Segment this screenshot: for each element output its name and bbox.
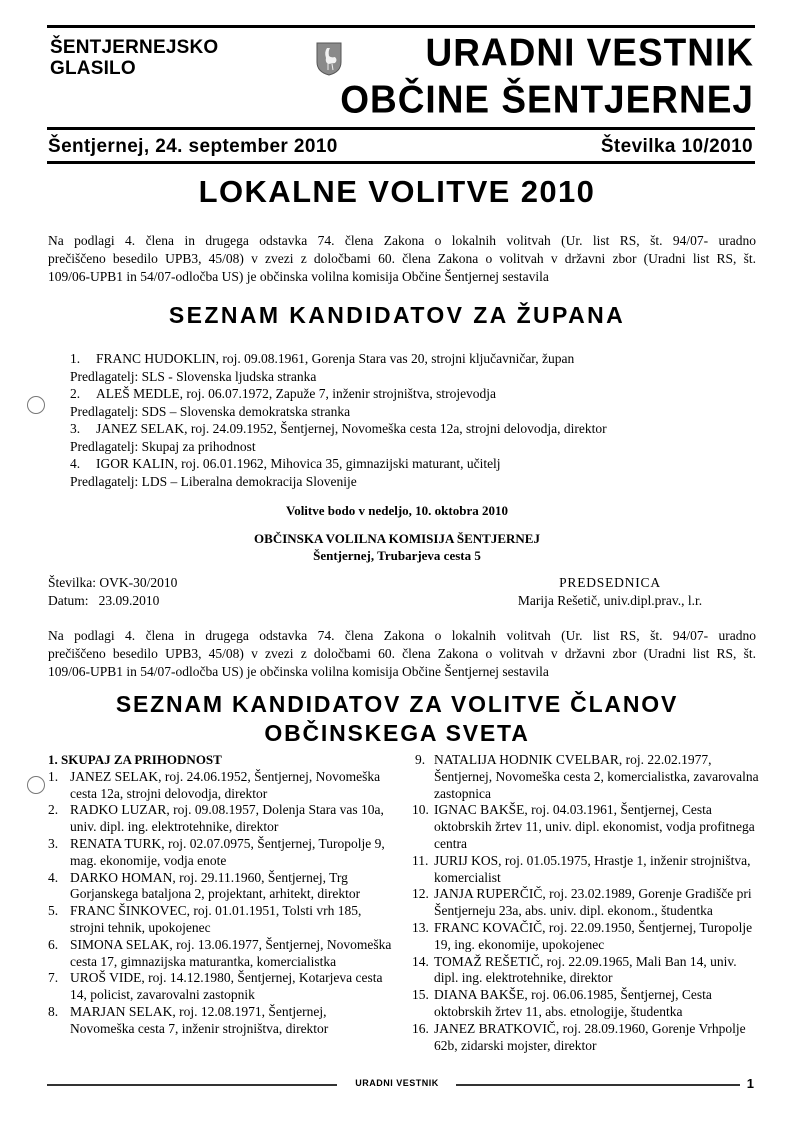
intro-paragraph — [48, 232, 756, 286]
candidate-details: FRANC HUDOKLIN, roj. 09.08.1961, Gorenja Stara vas 20, strojni ključavničar, župan — [96, 351, 575, 366]
candidate-details: DARKO HOMAN, roj. 29.11.1960, Šentjernej, Trg Gorjanskega bataljona 2, projektant, arhitekt, direktor — [70, 869, 361, 902]
intro-line-2: prečiščeno besedilo UPB3, 45/08) v zvezi z določbami 60. člena Zakona o volitvah v državni zbor (Uradni list RS, št. — [48, 251, 756, 266]
main-title: LOKALNE VOLITVE 2010 — [198, 174, 596, 209]
candidate-details: IGOR KALIN, roj. 06.01.1962, Mihovica 35, gimnazijski maturant, učitelj — [96, 456, 501, 471]
document-number: Številka: OVK-30/2010 — [48, 575, 178, 590]
document-reference — [48, 574, 177, 610]
council-list-right-column — [412, 752, 762, 1054]
mayor-candidate-list — [70, 350, 710, 490]
candidate-proposer: Predlagatelj: SLS - Slovenska ljudska stranka — [70, 368, 317, 384]
council-candidate — [48, 836, 393, 870]
council-candidate — [412, 920, 762, 954]
intro-line-3: 109/06-UPB1 in 54/07-odločba US) je občinska volilna komisija Občine Šentjernej sestavila — [48, 664, 549, 679]
candidate-details: UROŠ VIDE, roj. 14.12.1980, Šentjernej, Kotarjeva cesta 14, policist, zavarovalni zastopnik — [70, 970, 383, 1003]
candidate-number: 11. — [412, 852, 429, 868]
mayor-candidate — [70, 455, 710, 490]
candidate-details: DIANA BAKŠE, roj. 06.06.1985, Šentjernej, Cesta oktobrskih žrtev 11, abs. etnologije, študentka — [434, 987, 712, 1019]
candidate-number: 5. — [48, 903, 59, 919]
document-date: Datum: 23.09.2010 — [48, 593, 160, 608]
issue-dateline: Šentjernej, 24. september 2010 — [48, 136, 338, 157]
council-candidate — [48, 937, 393, 971]
candidate-details: NATALIJA HODNIK CVELBAR, roj. 22.02.1977, Šentjernej, Novomeška cesta 2, komercialistka, zavarovalna zastopnica — [434, 752, 759, 801]
candidate-details: FRANC KOVAČIČ, roj. 22.09.1950, Šentjernej, Turopolje 19, ing. ekonomije, upokojenec — [434, 919, 753, 952]
council-section-heading — [0, 690, 794, 748]
candidate-number: 4. — [48, 869, 59, 885]
candidate-number: 16. — [412, 1020, 429, 1036]
council-candidate — [412, 752, 762, 802]
candidate-number: 13. — [412, 919, 429, 935]
candidate-number: 1. — [70, 351, 81, 366]
mayor-section-heading: SEZNAM KANDIDATOV ZA ŽUPANA — [168, 302, 626, 328]
council-candidate — [48, 769, 393, 803]
candidate-number: 8. — [48, 1003, 59, 1019]
punch-hole-marker — [27, 776, 45, 794]
candidate-number: 9. — [415, 752, 426, 767]
candidate-number: 4. — [70, 456, 81, 471]
candidate-proposer: Predlagatelj: SDS – Slovenska demokratska stranka — [70, 403, 351, 419]
candidate-number: 3. — [48, 835, 59, 851]
candidate-number: 7. — [48, 970, 59, 986]
council-candidate — [412, 987, 762, 1021]
council-candidate — [48, 903, 393, 937]
candidate-details: FRANC ŠINKOVEC, roj. 01.01.1951, Tolsti vrh 185, strojni tehnik, upokojenec — [70, 903, 362, 935]
kicker-line-1: ŠENTJERNEJSKO — [50, 37, 219, 58]
masthead-title-line-2: OBČINE ŠENTJERNEJ — [340, 78, 754, 122]
candidate-details: RENATA TURK, roj. 02.07.0975, Šentjernej, Turopolje 9, mag. ekonomije, vodja enote — [70, 835, 385, 868]
intro-line-1: Na podlagi 4. člena in drugega odstavka 74. člena Zakona o lokalnih volitvah (Ur. list RS, št. 94/07- uradno — [48, 233, 756, 248]
issue-number: Številka 10/2010 — [600, 136, 753, 157]
list-group-title: 1. SKUPAJ ZA PRIHODNOST — [48, 752, 222, 767]
candidate-details: JANEZ SELAK, roj. 24.09.1952, Šentjernej, Novomeška cesta 12a, strojni delovodja, direktor — [96, 421, 607, 436]
council-candidate — [412, 853, 762, 887]
candidate-number: 2. — [70, 386, 81, 401]
masthead-rule — [47, 127, 755, 130]
commission-address: Šentjernej, Trubarjeva cesta 5 — [313, 548, 481, 563]
punch-hole-marker — [27, 396, 45, 414]
candidate-number: 1. — [48, 768, 59, 784]
publication-kicker — [50, 37, 218, 79]
council-candidate — [412, 886, 762, 920]
candidate-number: 2. — [48, 802, 59, 818]
intro-line-1: Na podlagi 4. člena in drugega odstavka 74. člena Zakona o lokalnih volitvah (Ur. list RS, št. 94/07- uradno — [48, 628, 756, 643]
council-heading-line-1: SEZNAM KANDIDATOV ZA VOLITVE ČLANOV — [115, 691, 679, 717]
masthead-title-line-1: URADNI VESTNIK — [425, 31, 754, 75]
council-heading-line-2: OBČINSKEGA SVETA — [264, 720, 530, 746]
council-candidate — [48, 802, 393, 836]
council-candidate — [412, 954, 762, 988]
signer-name: Marija Rešetič, univ.dipl.prav., l.r. — [517, 593, 703, 608]
candidate-details: ALEŠ MEDLE, roj. 06.07.1972, Zapuže 7, inženir strojništva, strojevodja — [96, 386, 497, 401]
coat-of-arms-icon — [316, 42, 342, 76]
election-date: Volitve bodo v nedeljo, 10. oktobra 2010 — [286, 503, 508, 518]
candidate-details: SIMONA SELAK, roj. 13.06.1977, Šentjernej, Novomeška cesta 17, gimnazijska maturantka, komercialistka — [70, 936, 392, 969]
commission-name: OBČINSKA VOLILNA KOMISIJA ŠENTJERNEJ — [254, 531, 540, 546]
candidate-number: 3. — [70, 421, 81, 436]
candidate-details: IGNAC BAKŠE, roj. 04.03.1961, Šentjernej, Cesta oktobrskih žrtev 11, univ. dipl. ekonomist, vodja profitnega centra — [434, 802, 755, 851]
candidate-details: RADKO LUZAR, roj. 09.08.1957, Dolenja Stara vas 10a, univ. dipl. ing. elektrotehnike, direktor — [70, 802, 384, 835]
mayor-candidate — [70, 385, 710, 420]
candidate-details: JURIJ KOS, roj. 01.05.1975, Hrastje 1, inženir strojništva, komercialist — [434, 852, 751, 885]
council-candidate — [48, 970, 393, 1004]
kicker-line-2: GLASILO — [50, 58, 136, 79]
footer-rule-right — [456, 1084, 740, 1086]
candidate-number: 10. — [412, 802, 429, 818]
candidate-number: 6. — [48, 936, 59, 952]
candidate-details: JANEZ BRATKOVIČ, roj. 28.09.1960, Gorenje Vrhpolje 62b, zidarski mojster, direktor — [434, 1020, 746, 1053]
council-candidate — [48, 870, 393, 904]
candidate-number: 12. — [412, 886, 429, 902]
footer-label: URADNI VESTNIK — [355, 1078, 439, 1088]
intro-line-3: 109/06-UPB1 in 54/07-odločba US) je občinska volilna komisija Občine Šentjernej sestavila — [48, 269, 549, 284]
candidate-proposer: Predlagatelj: LDS – Liberalna demokracija Slovenije — [70, 473, 357, 489]
candidate-details: MARJAN SELAK, roj. 12.08.1971, Šentjernej, Novomeška cesta 7, inženir strojništva, direktor — [70, 1003, 329, 1036]
dateline-rule — [47, 161, 755, 164]
candidate-details: TOMAŽ REŠETIČ, roj. 22.09.1965, Mali Ban 14, univ. dipl. ing. elektrotehnike, direktor — [434, 953, 737, 986]
candidate-number: 15. — [412, 987, 429, 1003]
candidate-number: 14. — [412, 953, 429, 969]
council-candidate — [48, 1004, 393, 1038]
candidate-proposer: Predlagatelj: Skupaj za prihodnost — [70, 438, 256, 454]
mayor-candidate — [70, 420, 710, 455]
mayor-candidate — [70, 350, 710, 385]
council-candidate — [412, 802, 762, 852]
top-rule — [47, 25, 755, 28]
council-intro-paragraph — [48, 627, 756, 681]
signature-block — [480, 574, 740, 610]
intro-line-2: prečiščeno besedilo UPB3, 45/08) v zvezi z določbami 60. člena Zakona o volitvah v državni zbor (Uradni list RS, št. — [48, 646, 756, 661]
council-candidate — [412, 1021, 762, 1055]
council-list-left-column — [48, 752, 393, 1038]
page-number: 1 — [746, 1076, 754, 1091]
signer-title: PREDSEDNICA — [559, 575, 661, 590]
candidate-details: JANEZ SELAK, roj. 24.06.1952, Šentjernej, Novomeška cesta 12a, strojni delovodja, direktor — [70, 768, 381, 801]
candidate-details: JANJA RUPERČIČ, roj. 23.02.1989, Gorenje Gradišče pri Šentjerneju 23a, abs. univ. dipl. ekonom., študentka — [434, 886, 752, 919]
